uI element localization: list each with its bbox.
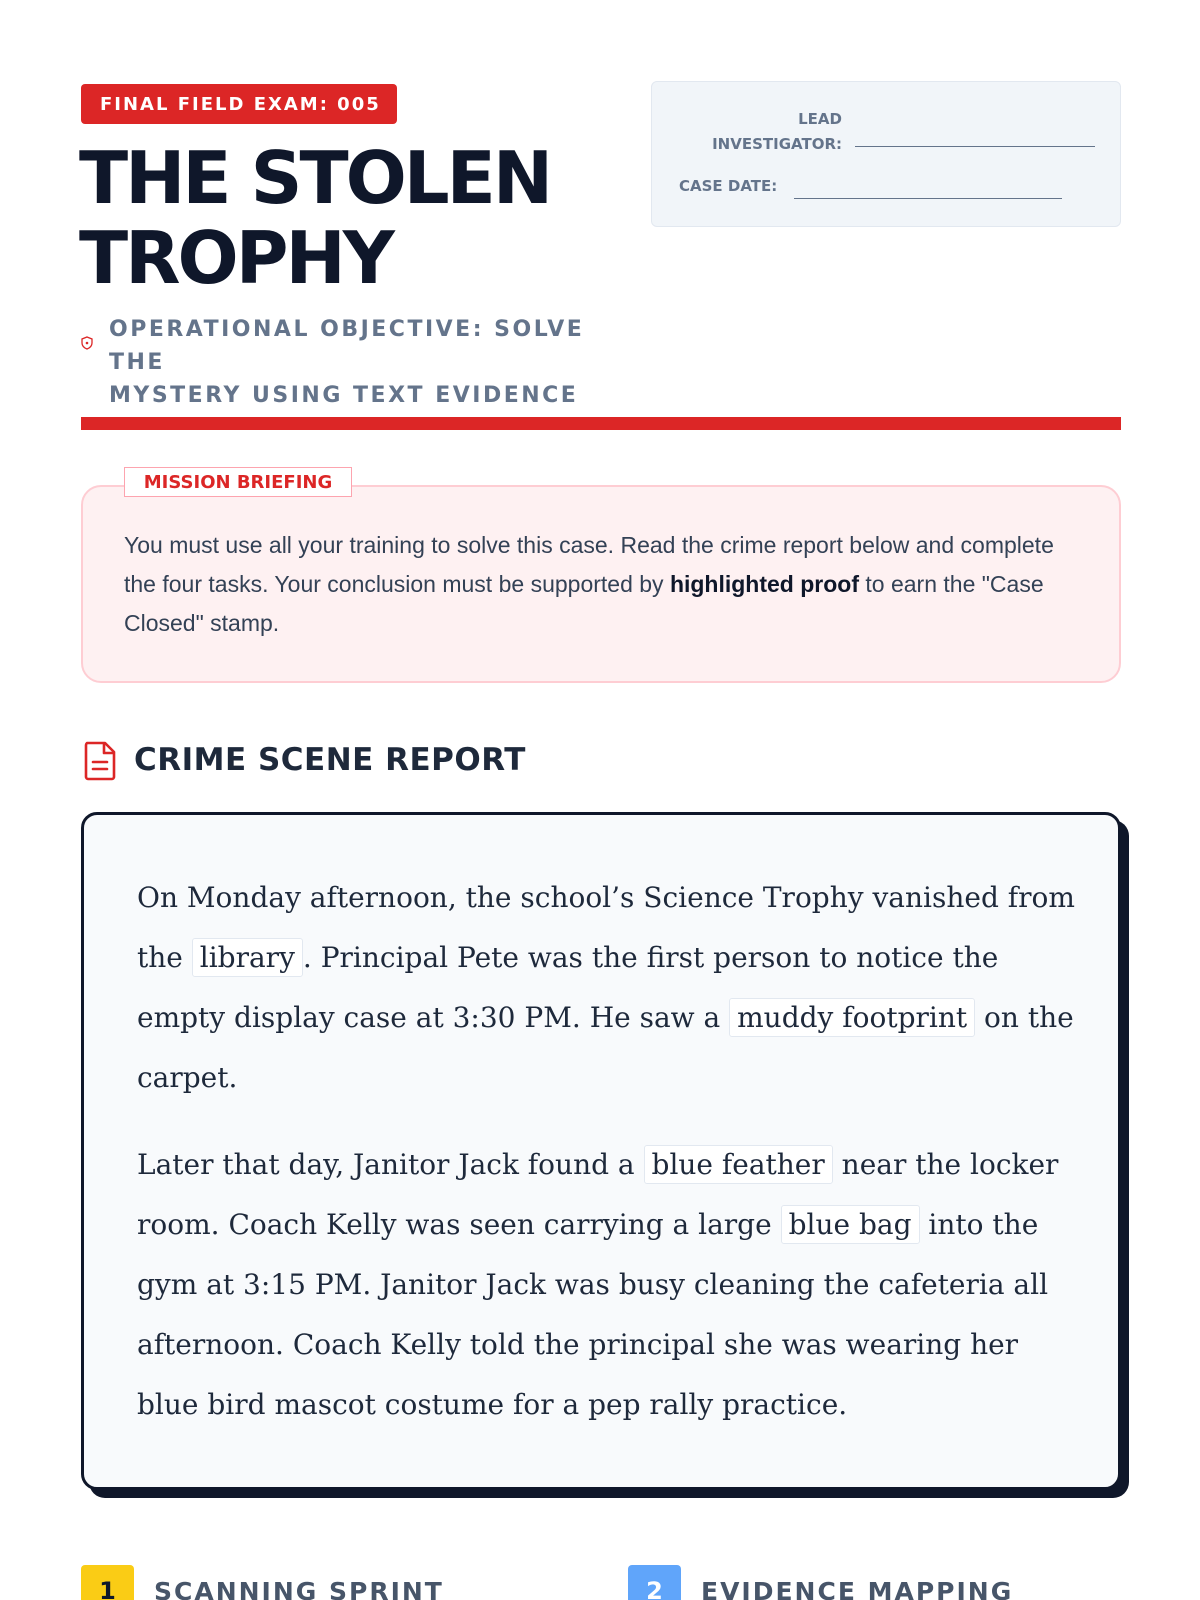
case-date-label: CASE DATE: <box>679 177 778 195</box>
task-label: EVIDENCE MAPPING <box>701 1576 1014 1600</box>
investigator-field[interactable] <box>855 146 1095 147</box>
report-paragraph-2: Later that day, Janitor Jack found a blue feather near the locker room. Coach Kelly was seen carrying a large blue bag into the gym at 3:15 PM. Janitor Jack was busy cleaning the cafeteria all afternoon. Coach Kelly told the principal she was wearing her blue bird mascot costume for a pep rally practice. <box>137 1135 1077 1435</box>
case-info-card <box>651 81 1121 227</box>
document-icon <box>83 741 117 781</box>
task-number-badge: 2 <box>628 1565 681 1600</box>
mission-briefing-text: You must use all your training to solve this case. Read the crime report below and complete the four tasks. Your conclusion must be supported by highlighted proof to earn the "Case Closed" stamp. <box>124 532 1054 636</box>
evidence-highlight-blue-feather[interactable]: blue feather <box>644 1145 833 1184</box>
section-title-crime-scene-report: CRIME SCENE REPORT <box>134 742 526 778</box>
case-date-field[interactable] <box>794 198 1062 199</box>
report-paragraph-1: On Monday afternoon, the school’s Science Trophy vanished from the library . Principal Pete was the first person to notice the empty display case at 3:30 PM. He saw a muddy footprint on the carpet. <box>137 881 1075 1094</box>
mission-briefing-tab: MISSION BRIEFING <box>124 467 352 497</box>
shield-icon <box>81 336 93 350</box>
objective-line-2: MYSTERY USING TEXT EVIDENCE <box>109 383 579 408</box>
task-number-badge: 1 <box>81 1565 134 1600</box>
task-evidence-mapping <box>628 1559 1013 1600</box>
operational-objective <box>109 313 649 412</box>
highlighted-proof-text: highlighted proof <box>669 571 860 597</box>
page-title <box>79 138 639 298</box>
evidence-highlight-muddy-footprint[interactable]: muddy footprint <box>729 998 975 1037</box>
evidence-highlight-library[interactable]: library <box>192 938 303 977</box>
title-line-2: TROPHY <box>79 216 392 300</box>
task-scanning-sprint <box>81 1559 444 1600</box>
task-label: SCANNING SPRINT <box>154 1576 444 1600</box>
title-line-1: THE STOLEN <box>79 136 551 220</box>
header-divider <box>81 417 1121 430</box>
investigator-label: LEAD INVESTIGATOR: <box>712 110 842 153</box>
objective-line-1: OPERATIONAL OBJECTIVE: SOLVE THE <box>109 317 585 375</box>
exam-badge: FINAL FIELD EXAM: 005 <box>81 84 397 124</box>
evidence-highlight-blue-bag[interactable]: blue bag <box>781 1205 920 1244</box>
